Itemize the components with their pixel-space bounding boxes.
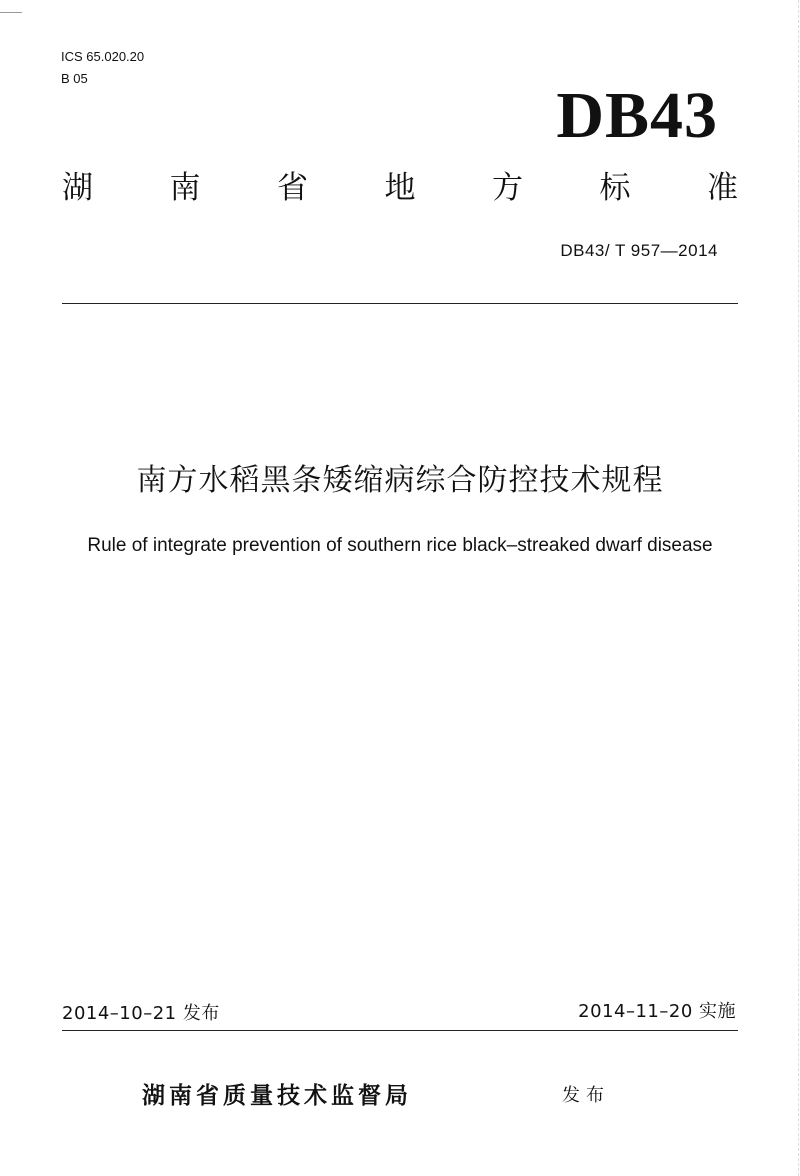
- publish-label: 发布: [562, 1085, 610, 1106]
- standard-number: DB43/ T 957—2014: [560, 241, 718, 260]
- db43-logo: DB43: [556, 79, 718, 152]
- ics-code: ICS 65.020.20: [61, 49, 145, 64]
- standard-type-char: 方: [492, 170, 523, 206]
- standard-type-char: 标: [599, 170, 631, 206]
- issue-date: 2014–10–21 发布: [62, 1003, 220, 1024]
- scan-mark: [0, 12, 22, 13]
- publisher: 湖南省质量技术监督局: [142, 1083, 412, 1109]
- scan-edge: [798, 0, 799, 1176]
- implementation-date: 2014–11–20 实施: [578, 1001, 736, 1022]
- bottom-divider: [62, 1030, 738, 1031]
- standard-type-char: 省: [277, 170, 308, 206]
- standard-type-char: 准: [707, 170, 738, 206]
- ccs-code: B 05: [61, 71, 88, 86]
- standard-type-char: 南: [169, 170, 201, 206]
- top-divider: [62, 303, 738, 304]
- standard-type-char: 地: [384, 170, 416, 206]
- title-english: Rule of integrate prevention of southern rice black–streaked dwarf disease: [87, 535, 713, 556]
- standard-type-char: 湖: [62, 170, 93, 206]
- title-chinese: 南方水稻黑条矮缩病综合防控技术规程: [136, 463, 664, 498]
- standard-type-heading: [62, 168, 738, 208]
